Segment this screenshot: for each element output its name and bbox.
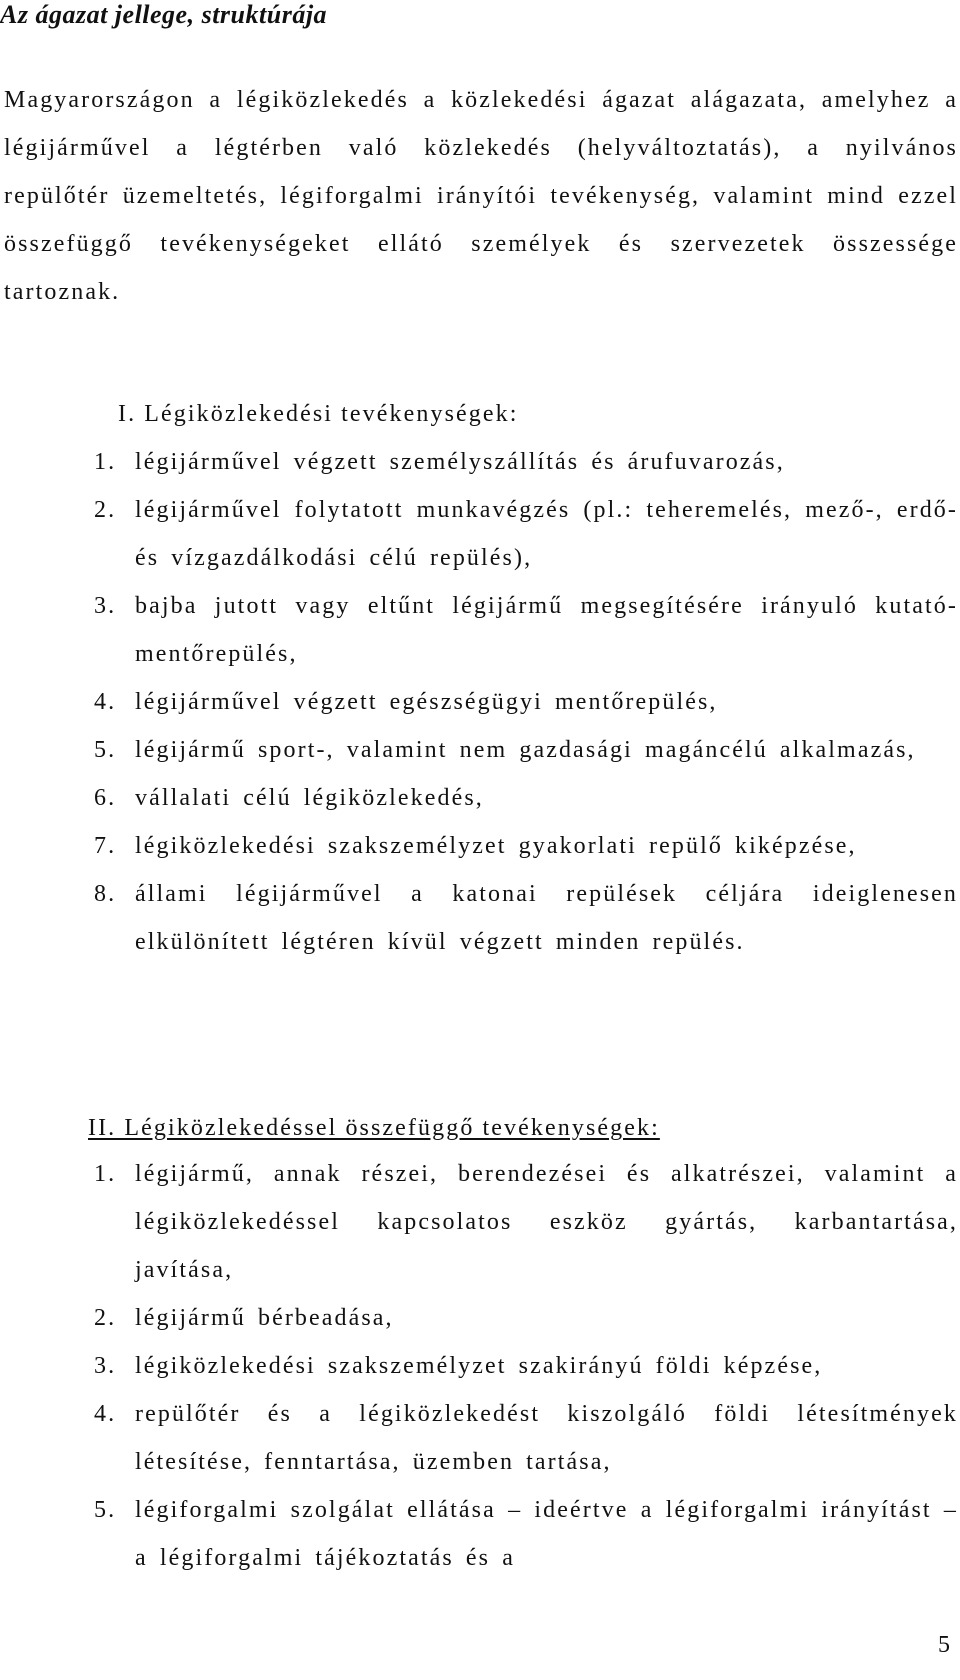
section-1-title: I. Légiközlekedési tevékenységek: xyxy=(118,401,519,427)
item-text: vállalati célú légiközlekedés, xyxy=(135,785,484,811)
list-item xyxy=(94,1486,958,1582)
item-number: 3. xyxy=(94,593,117,619)
item-number: 1. xyxy=(94,1161,117,1187)
section-2-title: II. Légiközlekedéssel összefüggő tevékenységek: xyxy=(88,1115,660,1141)
list-item xyxy=(94,726,958,774)
section-2-list xyxy=(94,1150,958,1582)
item-number: 6. xyxy=(94,785,117,811)
item-text: légiforgalmi szolgálat ellátása – ideértve a légiforgalmi irányítást – a légiforgalmi tájékoztatás és a xyxy=(135,1497,958,1571)
list-item xyxy=(94,438,958,486)
item-text: légijárművel folytatott munkavégzés (pl.: teheremelés, mező-, erdő- és vízgazdálkodási célú repülés), xyxy=(135,497,958,571)
list-item xyxy=(94,678,958,726)
item-number: 8. xyxy=(94,881,117,907)
item-text: repülőtér és a légiközlekedést kiszolgáló földi létesítmények létesítése, fenntartása, üzemben tartása, xyxy=(135,1401,958,1475)
item-text: légijárművel végzett személyszállítás és árufuvarozás, xyxy=(135,449,785,475)
item-text: légijármű bérbeadása, xyxy=(135,1305,394,1331)
list-item xyxy=(94,1150,958,1294)
list-item xyxy=(94,1342,958,1390)
item-text: légijárművel végzett egészségügyi mentőrepülés, xyxy=(135,689,718,715)
list-item xyxy=(94,1294,958,1342)
item-number: 4. xyxy=(94,1401,117,1427)
list-item xyxy=(94,1390,958,1486)
item-text: légiközlekedési szakszemélyzet szakirányú földi képzése, xyxy=(135,1353,823,1379)
item-text: légijármű sport-, valamint nem gazdasági magáncélú alkalmazás, xyxy=(135,737,916,763)
intro-paragraph: Magyarországon a légiközlekedés a közlekedési ágazat alágazata, amelyhez a légijárművel a légtérben való közlekedés (helyváltoztatás), a nyilvános repülőtér üzemeltetés, légiforgalmi irányítói tevékenység, valamint mind ezzel összefüggő tevékenységeket ellátó személyek és szervezetek összessége tartoznak. xyxy=(4,87,958,305)
list-item xyxy=(94,486,958,582)
item-number: 2. xyxy=(94,1305,117,1331)
page-number: 5 xyxy=(938,1632,950,1658)
item-text: állami légijárművel a katonai repülések céljára ideiglenesen elkülönített légtéren kívül végzett minden repülés. xyxy=(135,881,958,955)
item-number: 5. xyxy=(94,737,117,763)
section-1-list xyxy=(94,438,958,966)
list-item xyxy=(94,822,958,870)
item-number: 2. xyxy=(94,497,117,523)
item-text: bajba jutott vagy eltűnt légijármű megsegítésére irányuló kutató-mentőrepülés, xyxy=(135,593,958,667)
list-item xyxy=(94,582,958,678)
item-number: 5. xyxy=(94,1497,117,1523)
item-number: 4. xyxy=(94,689,117,715)
item-text: légijármű, annak részei, berendezései és alkatrészei, valamint a légiközlekedéssel kapcsolatos eszköz gyártás, karbantartása, javítása, xyxy=(135,1161,958,1283)
list-item xyxy=(94,774,958,822)
item-number: 7. xyxy=(94,833,117,859)
item-number: 1. xyxy=(94,449,117,475)
item-text: légiközlekedési szakszemélyzet gyakorlati repülő kiképzése, xyxy=(135,833,857,859)
item-number: 3. xyxy=(94,1353,117,1379)
section-heading: Az ágazat jellege, struktúrája xyxy=(0,0,328,29)
list-item xyxy=(94,870,958,966)
